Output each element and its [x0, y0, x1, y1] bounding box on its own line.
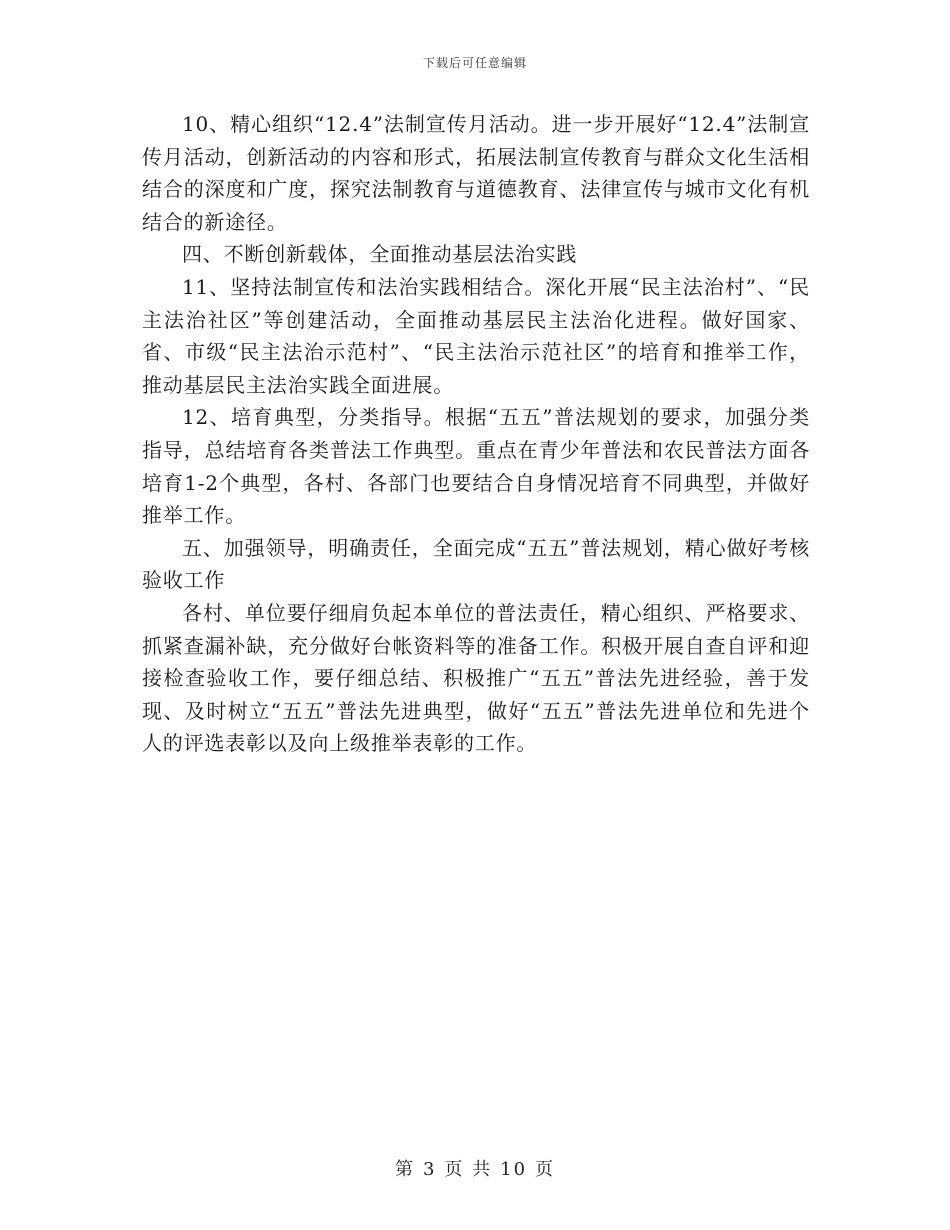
paragraph-item-10: 10、精心组织“12.4”法制宣传月活动。进一步开展好“12.4”法制宣传月活动，创新活动的内容和形式，拓展法制宣传教育与群众文化生活相结合的深度和广度，探究法制教育与道德教育、法律宣传与城市文化有机结合的新途径。 [142, 112, 810, 234]
section-heading-4: 四、不断创新载体，全面推动基层法治实践 [182, 242, 578, 267]
header-note: 下载后可任意编辑 [422, 56, 527, 70]
document-body [142, 108, 810, 760]
page-middle: 页 共 [444, 1159, 493, 1180]
page-current: 3 [422, 1159, 437, 1180]
page-prefix: 第 [394, 1159, 415, 1180]
page-total: 10 [500, 1159, 528, 1180]
paragraph-closing: 各村、单位要仔细肩负起本单位的普法责任，精心组织、严格要求、抓紧查漏补缺，充分做好台帐资料等的准备工作。积极开展自查自评和迎接检查验收工作，要仔细总结、积极推广“五五”普法先进经验，善于发现、及时树立“五五”普法先进典型，做好“五五”普法先进单位和先进个人的评选表彰以及向上级推举表彰的工作。 [142, 600, 810, 756]
section-heading-5: 五、加强领导，明确责任，全面完成“五五”普法规划，精心做好考核验收工作 [142, 535, 810, 593]
paragraph-item-11: 11、坚持法制宣传和法治实践相结合。深化开展“民主法治村”、“民主法治社区”等创建活动，全面推动基层民主法治化进程。做好国家、省、市级“民主法治示范村”、“民主法治示范社区”的培育和推举工作，推动基层民主法治实践全面进展。 [142, 274, 810, 397]
page-suffix: 页 [535, 1159, 556, 1180]
page-number-footer [0, 1155, 950, 1181]
paragraph-item-12: 12、培育典型，分类指导。根据“五五”普法规划的要求，加强分类指导，总结培育各类普法工作典型。重点在青少年普法和农民普法方面各培育1-2个典型，各村、各部门也要结合自身情况培育不同典型，并做好推举工作。 [142, 405, 810, 528]
